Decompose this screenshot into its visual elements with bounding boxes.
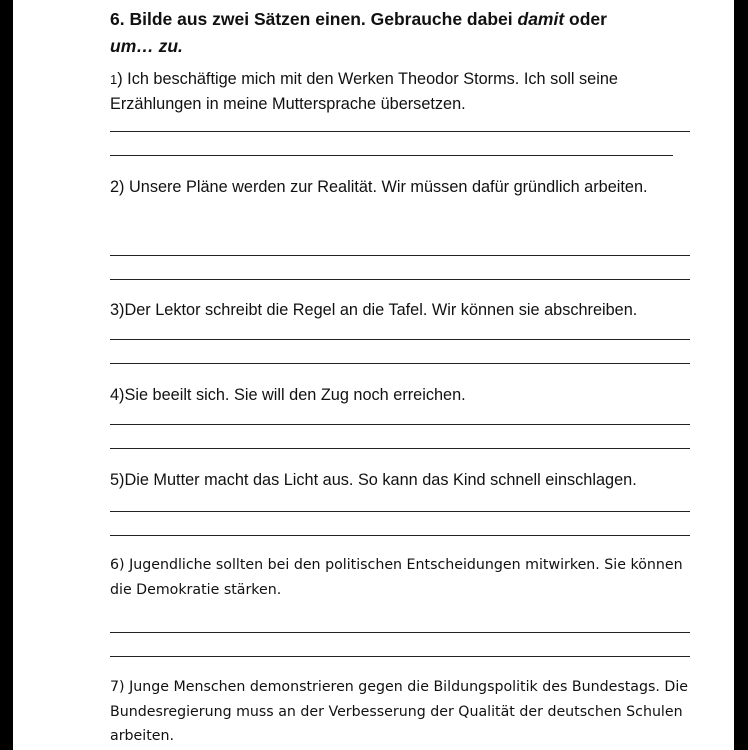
answer-line[interactable]: [110, 255, 690, 256]
exercise-2: [110, 175, 700, 199]
title-emph-damit: damit: [517, 9, 565, 29]
answer-line[interactable]: [110, 131, 690, 132]
exercise-1-number: 1: [110, 72, 118, 87]
answer-line[interactable]: [110, 632, 690, 633]
exercise-3: [110, 298, 700, 322]
answer-line[interactable]: [110, 155, 673, 156]
answer-line[interactable]: [110, 656, 690, 657]
answer-line[interactable]: [110, 511, 690, 512]
exercise-6-text: 6) Jugendliche sollten bei den politischen Entscheidungen mitwirken. Sie können die Demokratie stärken.: [110, 557, 683, 598]
exercise-1: [110, 67, 700, 116]
exercise-5: [110, 468, 700, 492]
title-prefix: 6. Bilde aus zwei Sätzen einen. Gebrauche dabei: [110, 9, 518, 29]
answer-line[interactable]: [110, 535, 690, 536]
exercise-6: [110, 553, 700, 602]
answer-line[interactable]: [110, 279, 690, 280]
answer-line[interactable]: [110, 424, 690, 425]
answer-line[interactable]: [110, 363, 690, 364]
worksheet-page: [13, 0, 734, 750]
title-emph-um-zu: um… zu.: [110, 36, 183, 56]
exercise-4: [110, 383, 700, 407]
exercise-4-text: 4)Sie beeilt sich. Sie will den Zug noch erreichen.: [110, 386, 466, 404]
exercise-7-text: 7) Junge Menschen demonstrieren gegen die Bildungspolitik des Bundestags. Die Bundesregierung muss an der Verbesserung der Qualität der deutschen Schulen arbeiten.: [110, 679, 689, 744]
exercise-1-text: ) Ich beschäftige mich mit den Werken Theodor Storms. Ich soll seine Erzählungen in meine Muttersprache übersetzen.: [110, 70, 618, 113]
answer-line[interactable]: [110, 448, 690, 449]
exercise-2-text: 2) Unsere Pläne werden zur Realität. Wir müssen dafür gründlich arbeiten.: [110, 178, 648, 196]
exercise-title: [110, 6, 700, 60]
exercise-3-text: 3)Der Lektor schreibt die Regel an die Tafel. Wir können sie abschreiben.: [110, 301, 638, 319]
exercise-5-text: 5)Die Mutter macht das Licht aus. So kann das Kind schnell einschlagen.: [110, 471, 637, 489]
title-middle: oder: [564, 9, 607, 29]
exercise-7: [110, 675, 700, 749]
answer-line[interactable]: [110, 339, 690, 340]
